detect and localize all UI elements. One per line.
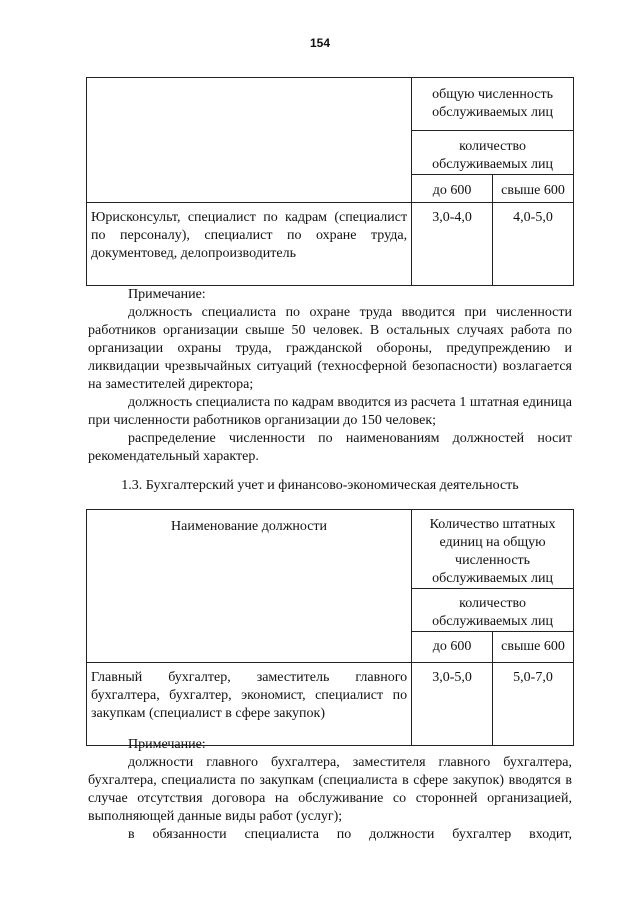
table2-header-group: Количество штатных единиц на общую численность обслуживаемых лиц [412,510,574,589]
table1-header-group: общую численность обслуживаемых лиц [412,78,574,131]
note-2 [88,736,572,844]
staffing-table-2 [86,509,574,746]
note-1-paragraph: должность специалиста по охране труда вводится при численности работников организации свыше 50 человек. В остальных случаях работа по организации охраны труда, гражданской обороны, предупреждению и ликвидации чрезвычайных ситуаций (техносферной безопасности) возлагается на заместителей директора; [88,305,572,392]
table2-col-up-to-600: до 600 [412,632,493,663]
note-1-paragraph: распределение численности по наименованиям должностей носит рекомендательный характер. [88,431,572,464]
table2-value-over-600: 5,0-7,0 [493,663,574,746]
section-heading: 1.3. Бухгалтерский учет и финансово-экономическая деятельность [121,478,519,493]
table1-col-up-to-600: до 600 [412,175,493,203]
staffing-table-1 [86,77,574,286]
table1-value-up-to-600: 3,0-4,0 [412,203,493,286]
note-1-paragraph: должность специалиста по кадрам вводится из расчета 1 штатная единица при численности работников организации до 150 человек; [88,395,572,428]
note-2-paragraph: должности главного бухгалтера, заместителя главного бухгалтера, бухгалтера, специалиста по закупкам (специалиста в сфере закупок) вводятся в случае отсутствия договора на обслуживание со сторонней организацией, выполняющей данные виды работ (услуг); [88,755,572,824]
note-2-title: Примечание: [128,737,206,752]
table1-value-over-600: 4,0-5,0 [493,203,574,286]
page-number: 154 [309,36,331,50]
table2-position-header: Наименование должности [87,510,412,663]
table2-subheader: количество обслуживаемых лиц [412,589,574,632]
table1-empty-header-cell [87,78,412,203]
table1-col-over-600: свыше 600 [493,175,574,203]
note-1-title: Примечание: [128,287,206,302]
table2-value-up-to-600: 3,0-5,0 [412,663,493,746]
note-2-paragraph: в обязанности специалиста по должности бухгалтер входит, [128,827,572,842]
table1-subheader: количество обслуживаемых лиц [412,131,574,175]
table2-position-cell: Главный бухгалтер, заместитель главного бухгалтера, бухгалтер, экономист, специалист по закупкам (специалист в сфере закупок) [87,663,412,746]
note-1 [88,286,572,466]
table2-col-over-600: свыше 600 [493,632,574,663]
table1-position-cell: Юрисконсульт, специалист по кадрам (специалист по персоналу), специалист по охране труда, документовед, делопроизводитель [87,203,412,286]
